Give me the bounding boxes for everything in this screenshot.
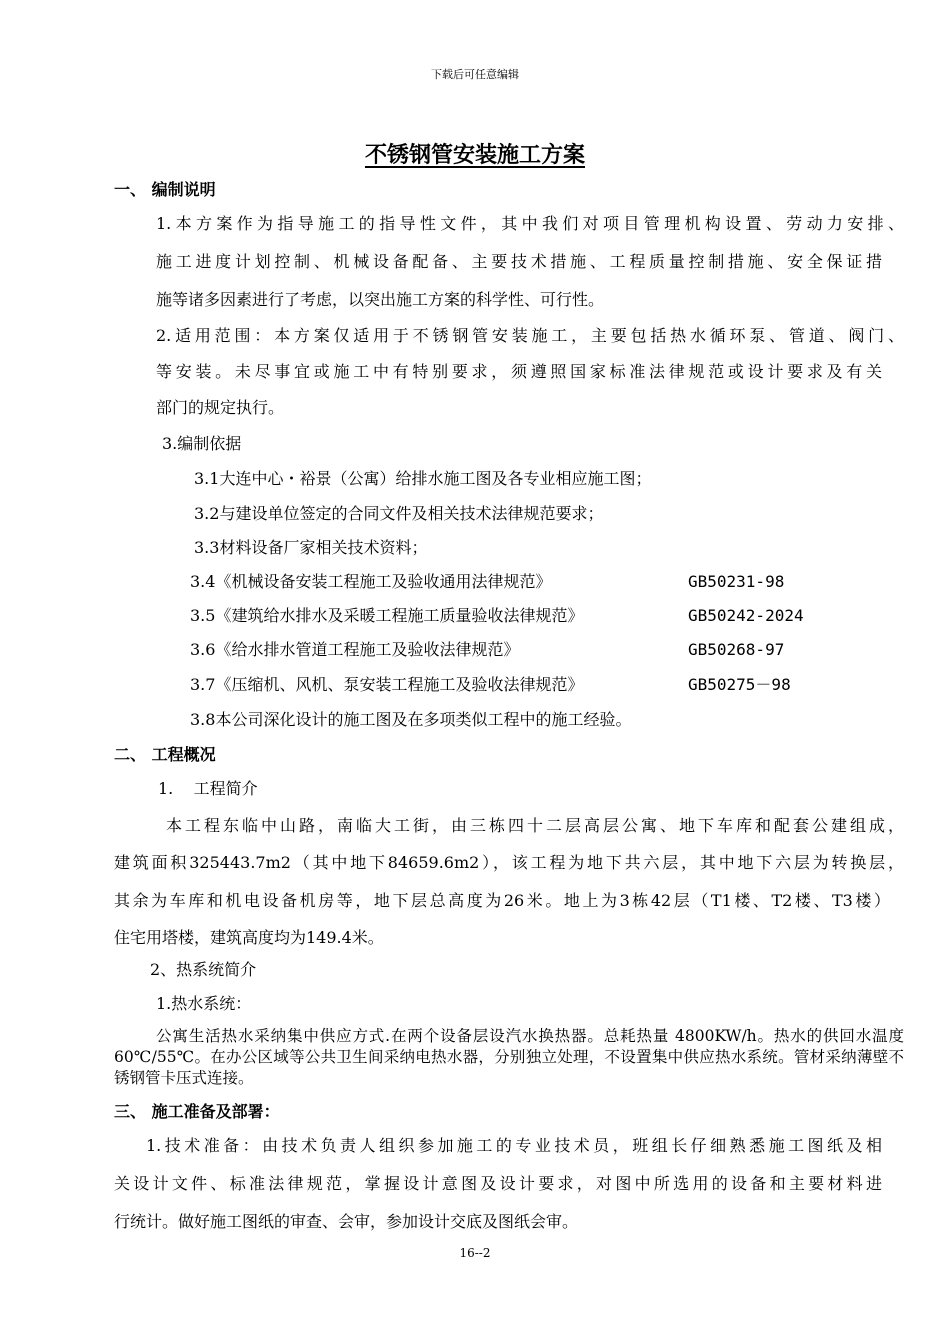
paragraph-line: 部门的规定执行。	[156, 398, 285, 417]
basis-heading: 3.编制依据	[162, 434, 242, 453]
paragraph-line: 2.适用范围：本方案仅适用于不锈钢管安装施工，主要包括热水循环泵、管道、阀门、	[156, 326, 904, 345]
paragraph-line: 等安装。未尽事宜或施工中有特别要求，须遵照国家标准法律规范或设计要求及有关	[156, 362, 882, 381]
basis-item: 3.2与建设单位签定的合同文件及相关技术法律规范要求；	[194, 504, 604, 523]
section-heading-1: 一、 编制说明	[114, 180, 216, 199]
standard-code: GB50275－98	[688, 675, 791, 694]
basis-item: 3.6《给水排水管道工程施工及验收法律规范》	[190, 640, 520, 659]
paragraph-line: 1.技术准备：由技术负责人组织参加施工的专业技术员，班组长仔细熟悉施工图纸及相	[146, 1136, 882, 1155]
paragraph-line: 施工进度计划控制、机械设备配备、主要技术措施、工程质量控制措施、安全保证措	[156, 252, 882, 271]
sub-heading: 1.热水系统：	[156, 994, 252, 1013]
sub-heading: 1. 工程简介	[158, 779, 258, 798]
paragraph-line: 施等诸多因素进行了考虑，以突出施工方案的科学性、可行性。	[156, 290, 605, 309]
paragraph-line: 本工程东临中山路，南临大工街，由三栋四十二层高层公寓、地下车库和配套公建组成，	[166, 816, 904, 835]
standard-code: GB50268-97	[688, 640, 785, 659]
paragraph-line: 其余为车库和机电设备机房等，地下层总高度为26米。地上为3栋42层（T1楼、T2楼、T3楼）	[114, 891, 890, 910]
paragraph-line: 关设计文件、标准法律规范，掌握设计意图及设计要求，对图中所选用的设备和主要材料进	[114, 1174, 882, 1193]
paragraph-line: 住宅用塔楼，建筑高度均为149.4米。	[114, 928, 384, 947]
document-title: 不锈钢管安装施工方案	[364, 142, 585, 168]
basis-item: 3.4《机械设备安装工程施工及验收通用法律规范》	[190, 572, 552, 591]
paragraph-line: 行统计。做好施工图纸的审查、会审，参加设计交底及图纸会审。	[114, 1212, 579, 1231]
basis-item: 3.5《建筑给水排水及采暖工程施工质量验收法律规范》	[190, 606, 584, 625]
standard-code: GB50231-98	[688, 572, 785, 591]
paragraph-line: 1.本方案作为指导施工的指导性文件，其中我们对项目管理机构设置、劳动力安排、	[156, 214, 904, 233]
standard-code: GB50242-2024	[688, 606, 804, 625]
paragraph: 公寓生活热水采纳集中供应方式.在两个设备层设汽水换热器。总耗热量 4800KW/h。热水的供回水温度 60℃/55℃。在办公区域等公共卫生间采纳电热水器，分别独立处理，不设置集中供应热水系统。管材采纳薄壁不锈钢管卡压式连接。	[114, 1027, 904, 1087]
basis-item: 3.1大连中心・裕景（公寓）给排水施工图及各专业相应施工图；	[194, 469, 652, 488]
basis-item: 3.7《压缩机、风机、泵安装工程施工及验收法律规范》	[190, 675, 584, 694]
page-header: 下载后可任意编辑	[431, 68, 519, 81]
paragraph-line: 建筑面积325443.7m2（其中地下84659.6m2），该工程为地下共六层，其中地下六层为转换层，	[114, 853, 904, 872]
section-heading-3: 三、 施工准备及部署：	[114, 1102, 280, 1121]
basis-item: 3.3材料设备厂家相关技术资料；	[194, 538, 428, 557]
sub-heading: 2、热系统简介	[150, 960, 257, 979]
page-number: 16--2	[459, 1246, 491, 1260]
basis-item: 3.8本公司深化设计的施工图及在多项类似工程中的施工经验。	[190, 710, 632, 729]
section-heading-2: 二、 工程概况	[114, 745, 216, 764]
